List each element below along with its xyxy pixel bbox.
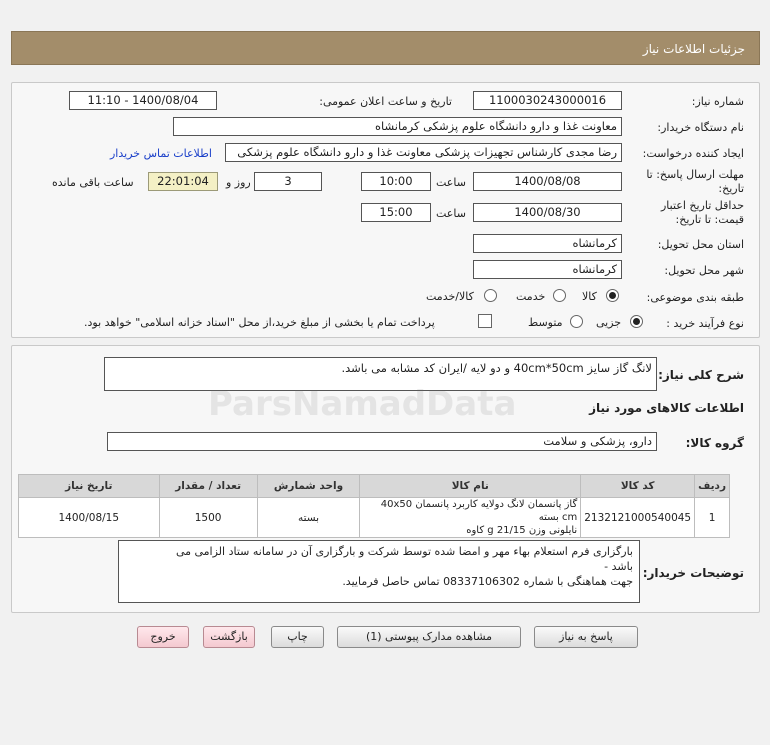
buyer-notes-label: توضیحات خریدار: <box>642 566 744 580</box>
col-name: نام کالا <box>360 475 581 498</box>
buyer-org-field[interactable]: معاونت غذا و دارو دانشگاه علوم پزشکی کرمانشاه <box>173 117 622 136</box>
back-button[interactable]: بازگشت <box>203 626 255 648</box>
validity-time-label: ساعت <box>436 207 466 220</box>
announce-label: تاریخ و ساعت اعلان عمومی: <box>319 95 452 108</box>
cell-qty: 1500 <box>159 498 257 538</box>
creator-label: ایجاد کننده درخواست: <box>642 147 744 160</box>
category-option-service: خدمت <box>516 290 546 303</box>
buyer-notes-line1: بارگزاری فرم استعلام بهاء مهر و امضا شده توسط شرکت و بارگزاری آن در سامانه ستاد الزامی می <box>175 545 633 558</box>
col-qty: تعداد / مقدار <box>159 475 257 498</box>
deadline-label-2: تاریخ: <box>718 182 744 195</box>
table-header-row <box>19 475 730 498</box>
table-row[interactable] <box>19 498 730 538</box>
process-label: نوع فرآیند خرید : <box>666 317 744 330</box>
items-table <box>18 474 730 538</box>
city-field[interactable]: کرمانشاه <box>473 260 622 279</box>
remaining-time-field: 22:01:04 <box>148 172 218 191</box>
remaining-label: ساعت باقی مانده <box>52 176 134 189</box>
process-option-minor: جزیی <box>596 316 622 329</box>
validity-date-field[interactable]: 1400/08/30 <box>473 203 622 222</box>
need-number-field[interactable]: 1100030243000016 <box>473 91 622 110</box>
page-header <box>11 31 760 65</box>
announce-field[interactable]: 1400/08/04 - 11:10 <box>69 91 217 110</box>
category-option-goods-service: کالا/خدمت <box>426 290 474 303</box>
attachments-button[interactable]: مشاهده مدارک پیوستی (1) <box>337 626 521 648</box>
col-code: کد کالا <box>581 475 695 498</box>
province-field[interactable]: کرمانشاه <box>473 234 622 253</box>
days-label: روز و <box>226 176 251 189</box>
col-unit: واحد شمارش <box>257 475 360 498</box>
cell-unit: بسته <box>257 498 360 538</box>
summary-label: شرح کلی نیاز: <box>658 368 744 382</box>
validity-time-field[interactable]: 15:00 <box>361 203 431 222</box>
validity-label-1: حداقل تاریخ اعتبار <box>660 199 744 212</box>
cell-name-line1: گاز پانسمان لانگ دولایه کاربرد پانسمان 40x50 cm بسته <box>380 499 578 523</box>
cell-code: 2132121000540045 <box>581 498 695 538</box>
deadline-label-1: مهلت ارسال پاسخ: تا <box>646 168 744 181</box>
goods-info-title: اطلاعات کالاهای مورد نیاز <box>589 401 744 415</box>
summary-field[interactable]: لانگ گاز سایز 40cm*50cm و دو لایه /ایران کد مشابه می باشد. <box>104 357 657 391</box>
buyer-contact-link[interactable]: اطلاعات تماس خریدار <box>110 147 212 160</box>
category-option-goods: کالا <box>582 290 597 303</box>
cell-index: 1 <box>695 498 730 538</box>
process-radio-minor[interactable] <box>630 315 643 328</box>
category-label: طبقه بندی موضوعی: <box>646 291 744 304</box>
creator-field[interactable]: رضا مجدی کارشناس تجهیزات پزشکی معاونت غذا و دارو دانشگاه علوم پزشکی <box>225 143 622 162</box>
group-field[interactable]: دارو، پزشکی و سلامت <box>107 432 657 451</box>
payment-note: پرداخت تمام یا بخشی از مبلغ خرید،از محل "اسناد خزانه اسلامی" خواهد بود. <box>84 316 435 329</box>
deadline-time-label: ساعت <box>436 176 466 189</box>
city-label: شهر محل تحویل: <box>664 264 744 277</box>
buyer-notes-line3: جهت هماهنگی با شماره 08337106302 تماس حاصل فرمایید. <box>342 575 633 588</box>
category-radio-goods-service[interactable] <box>484 289 497 302</box>
buyer-org-label: نام دستگاه خریدار: <box>657 121 744 134</box>
category-radio-service[interactable] <box>553 289 566 302</box>
category-radio-goods[interactable] <box>606 289 619 302</box>
group-label: گروه کالا: <box>685 436 744 450</box>
page-title: جزئیات اطلاعات نیاز <box>642 42 745 56</box>
treasury-payment-checkbox[interactable] <box>478 314 492 328</box>
days-field[interactable]: 3 <box>254 172 322 191</box>
reply-button[interactable]: پاسخ به نیاز <box>534 626 638 648</box>
buyer-notes-line2: باشد - <box>604 560 633 573</box>
province-label: استان محل تحویل: <box>657 238 744 251</box>
validity-label-2: قیمت: تا تاریخ: <box>675 213 744 226</box>
buyer-notes-field[interactable] <box>118 540 640 603</box>
col-index: ردیف <box>695 475 730 498</box>
cell-name <box>360 498 581 538</box>
deadline-date-field[interactable]: 1400/08/08 <box>473 172 622 191</box>
need-number-label: شماره نیاز: <box>691 95 744 108</box>
deadline-time-field[interactable]: 10:00 <box>361 172 431 191</box>
print-button[interactable]: چاپ <box>271 626 324 648</box>
cell-date: 1400/08/15 <box>19 498 160 538</box>
cell-name-line2: نایلونی وزن 21/15 g کاوه <box>466 525 578 536</box>
col-date: تاریخ نیاز <box>19 475 160 498</box>
exit-button[interactable]: خروج <box>137 626 189 648</box>
process-option-medium: متوسط <box>528 316 563 329</box>
process-radio-medium[interactable] <box>570 315 583 328</box>
